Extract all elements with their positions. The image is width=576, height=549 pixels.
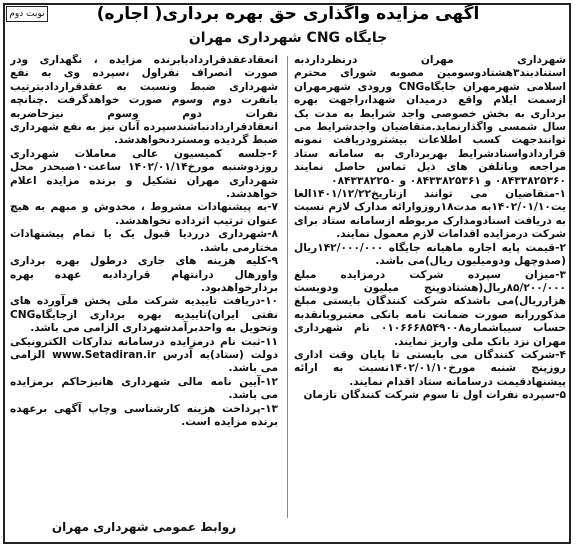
public-relations-signature: روابط عمومی شهرداری مهران [51,520,237,534]
clause-8: ۸-شهرداری درردیا قبول یک یا تمام پیشنهادات مختارمی باشد. [10,228,278,254]
right-text-column [294,54,566,524]
clause-1: ۱-متقاضیان می توانند ازتاریخ۱۴۰۱/۱۲/۲۲الغا یت۱۴۰۲/۰۱/۱۰به مدت۱۸روزوارائه مدارک لازم نسبت به دریافت اسنادومدارک مربوطه ازسامانه ستاد برای شرکت درمزایده اقدامات لازم معمول نمایند. [294,188,566,241]
column-divider [287,56,288,518]
left-text-column [10,54,278,524]
clause-9: ۹-کلیه هزینه های جاری درطول بهره برداری واورهال درانتهام قراردادبه عهده بهره بردارخواهدبود. [10,255,278,294]
clause-3: ۳-میزان سپرده شرکت درمزایده مبلغ ۸۵/۲۰۰/۰۰۰ریال(هشتادوپنج میلیون ودویست هزارریال)می باشدکه شرکت کنندگان بایستی مبلغ مذکوررابه صورت ضمانت نامه بانکی معتبروبانقدبه حساب سیباشماره۰۱۰۶۶۶۸۵۴۹۰۰۸ نام شهرداری مهران نزد بانک ملی واریز نمایند. [294,268,566,348]
clause-7: ۷-به پیشنهادات مشروط ، مخدوش و مبهم به هیچ عنوان ترتیب اثرداده نخواهدشد. [10,201,278,227]
notice-round-badge: نوبت دوم [6,6,48,22]
clause-12: ۱۲-آیین نامه مالی شهرداری هانیزحاکم برمزایده می باشد. [10,375,278,402]
clause-5-start: ۵-سپرده نفرات اول تا سوم شرکت کنندگان تازمان [303,389,566,402]
notice-title: آگهی مزایده واگذاری حق بهره برداری( اجاره) [96,4,480,24]
clause-11: ۱۱-ثبت نام درمزایده درسامانه تدارکات الکترونیکی دولت (ستاد)به آدرس www.Setadiran.ir الزامی می باشد. [10,335,278,375]
paragraph-intro: شهرداری مهران درنظرداردبه استنادبند۳هشتادوسومین مصوبه شورای محترم اسلامی شهرمهران جایگاهCNG ورودی شهرمهران ازسمت ایلام واقع درمیدان شهدا،راجهت بهره برداری به بخش خصوصی واجد شرایط به مدت یک سال شمسی واگذارنماید.متقاضیان واجدشرایط می توانندجهت کسب اطلاعات بیشترودریافت نمونه قراردادواسنادشرایط بهربرداری به سامانه ستاد مراجعه وباتلفن های ذیل تماس حاصل نمایند ۰۸۴۳۳۸۲۵۳۶۰ و ۰۸۴۳۳۸۲۵۳۶۱ و ۰۸۴۳۳۸۲۲۵۰ [294,54,566,187]
clause-10: ۱۰-دریافت تاییدیه شرکت ملی پخش فرآورده های نفتی ایران)تاییدیه بهره برداری ازجایگاهCNG وتحویل به واحدبرآمدشهرداری الزامی می باشد. [10,295,278,335]
clause-13: ۱۳-پرداخت هزینه کارشناسی وچاپ آگهی برعهده برنده مزایده است. [10,402,278,428]
notice-subtitle: جایگاه CNG شهرداری مهران [188,30,388,46]
clause-5-continued: انعقادعقدقراردادبابرنده مزایده ، نگهداری ودر صورت انصراف نفراول ،سپرده وی به نفع شهرداری ضبط ونسبت به عقدقراردادبترتیب بانفرت دوم وسوم صورت خواهدگرفت .چنانچه نفرات دوم وسوم نیزحاضربه انعقادقراردادنباشندسپرده آنان نیز به نفع شهرداری ضبط گردیده ومستردنخواهدشد. [10,54,278,147]
clause-4: ۴-شرکت کنندگان می بایستی تا پایان وقت اداری روزپنج شنبه مورخ۱۴۰۲/۰۱/۱۰نسبت به ارائه پیشنهادقیمت درسامانه ستاد اقدام نمایند. [294,348,566,388]
clause-2: ۲-قیمت پایه اجاره ماهیانه جایگاه ۱۴۲/۰۰۰/۰۰۰ریال (صدوچهل ودومیلیون ریال)می باشد. [294,241,566,268]
clause-6: ۶-جلسه کمیسیون عالی معاملات شهرداری روزدوشنبه مورخ۱۴۰۲/۰۱/۱۴ ساعت۱۰صبحدر محل شهرداری مهران تشکیل و برنده مزایده اعلام خواهدشد. [10,147,278,201]
